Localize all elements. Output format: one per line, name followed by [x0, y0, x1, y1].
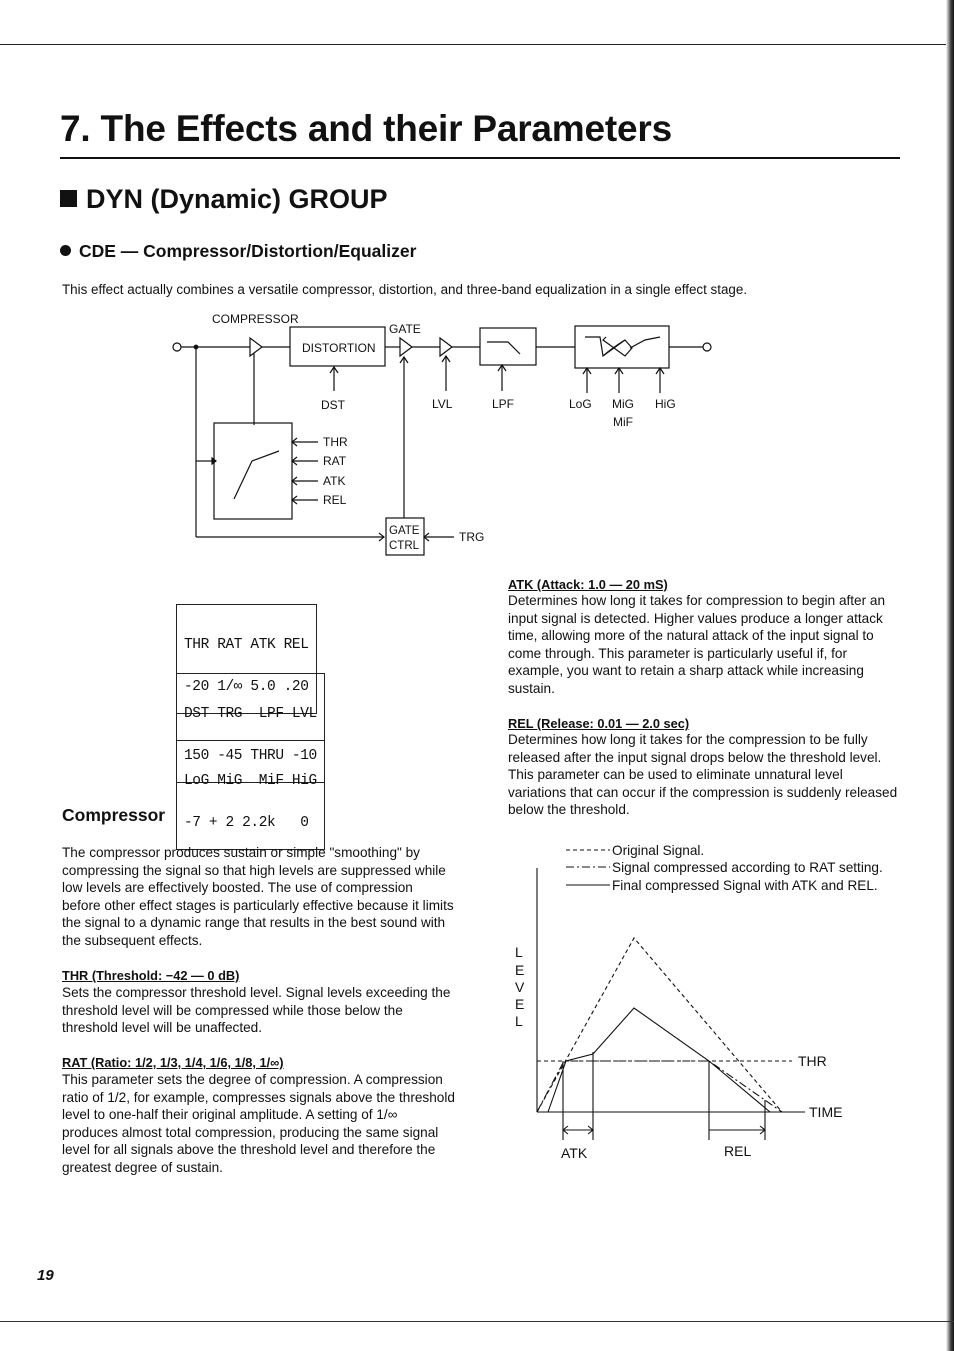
lcd-line: LoG MiG MiF HiG	[184, 773, 317, 789]
page-number: 19	[37, 1267, 54, 1284]
atk-label: ATK	[323, 474, 346, 488]
atk-axis-label: ATK	[561, 1145, 588, 1161]
legend-final: Final compressed Signal with ATK and REL.	[612, 878, 878, 893]
legend-original: Original Signal.	[612, 843, 705, 858]
block-diagram	[0, 300, 760, 560]
thr-heading: THR (Threshold: −42 — 0 dB)	[62, 968, 240, 983]
lvl-label: LVL	[432, 397, 453, 411]
compressor-curve-block	[214, 423, 292, 519]
y-axis-letter: E	[515, 996, 525, 1012]
level-graph	[500, 835, 910, 1170]
intro-paragraph: This effect actually combines a versatile compressor, distortion, and three-band equalization in a single effect stage.	[62, 282, 748, 297]
thr-text: Sets the compressor threshold level. Signal levels exceeding the threshold level will be compressed while those below the threshold level will be unaffected.	[62, 985, 451, 1036]
input-jack-icon	[173, 343, 181, 351]
effect-heading-text: CDE — Compressor/Distortion/Equalizer	[79, 241, 417, 261]
lcd-line: -20 1/∞ 5.0 .20	[184, 679, 309, 695]
title-rule	[60, 157, 900, 159]
rat-text: This parameter sets the degree of compression. A compression ratio of 1/2, for example, compresses signals above the threshold level to one-half their original amplitude. A setting of 1/∞ produces almost total compression, producing the same signal level for all signals above the threshold level and therefore the greatest degree of sustain.	[62, 1072, 455, 1175]
page-title: 7. The Effects and their Parameters	[60, 108, 672, 149]
gate-label: GATE	[389, 322, 421, 336]
y-axis-letter: L	[515, 944, 523, 960]
legend-ratio: Signal compressed according to RAT setting.	[612, 860, 883, 875]
rel-text: Determines how long it takes for the compression to be fully released after the input signal drops below the threshold level. This parameter can be used to eliminate unnatural level variations that can occur if the compression is suddenly released below the threshold.	[508, 732, 898, 818]
thr-label: THR	[323, 435, 348, 449]
compressor-intro: The compressor produces sustain or simple "smoothing" by compressing the signal so that high levels are suppressed while low levels are effectively boosted. The use of compression before other effect stages is particularly effective because it limits the signal to a dynamic range that results in the best sound with the subsequent effects.	[62, 845, 454, 948]
rat-heading: RAT (Ratio: 1/2, 1/3, 1/4, 1/6, 1/8, 1/∞)	[62, 1055, 284, 1070]
lcd-line: THR RAT ATK REL	[184, 637, 309, 653]
output-jack-icon	[703, 343, 711, 351]
lcd-line: 150 -45 THRU -10	[184, 748, 317, 764]
compressor-label: COMPRESSOR	[212, 312, 299, 326]
mig-label: MiG	[612, 397, 634, 411]
mif-label: MiF	[613, 415, 633, 429]
lcd-line: -7 + 2 2.2k 0	[184, 815, 309, 831]
thr-axis-label: THR	[798, 1053, 827, 1069]
page-edge-shadow	[946, 0, 954, 1351]
gate-ctrl-label-2: CTRL	[389, 540, 420, 552]
atk-text: Determines how long it takes for compression to begin after an input signal is detected. Higher values produce a longer attack time, allowing more of the natural attack of the input signal to come through. This parameter is particularly useful if, for example, you want to retain a sharp attack while increasing sustain.	[508, 593, 886, 696]
atk-heading: ATK (Attack: 1.0 — 20 mS)	[508, 577, 668, 592]
bottom-rule	[0, 1321, 954, 1322]
top-rule	[0, 44, 954, 45]
log-label: LoG	[569, 397, 592, 411]
lcd-display-eq	[176, 740, 325, 850]
y-axis-letter: V	[515, 979, 525, 995]
round-bullet-icon	[60, 245, 71, 256]
effect-heading	[60, 241, 416, 262]
rel-axis-label: REL	[724, 1143, 752, 1159]
square-bullet-icon	[60, 190, 77, 207]
lpf-label: LPF	[492, 397, 515, 411]
hig-label: HiG	[655, 397, 676, 411]
group-heading	[60, 184, 388, 215]
rel-heading: REL (Release: 0.01 — 2.0 sec)	[508, 716, 690, 731]
y-axis-letter: E	[515, 962, 525, 978]
group-heading-text: DYN (Dynamic) GROUP	[86, 184, 388, 214]
rat-label: RAT	[323, 454, 347, 468]
distortion-label: DISTORTION	[302, 341, 376, 355]
trg-label: TRG	[459, 530, 485, 544]
dst-label: DST	[321, 398, 345, 412]
gate-ctrl-label-1: GATE	[389, 525, 420, 537]
rel-label: REL	[323, 493, 347, 507]
y-axis-letter: L	[515, 1013, 523, 1029]
time-axis-label: TIME	[809, 1104, 843, 1120]
compressor-heading: Compressor	[62, 805, 166, 825]
eq-block	[575, 326, 669, 368]
lpf-block	[480, 328, 536, 365]
lcd-line: DST TRG LPF LVL	[184, 706, 317, 722]
